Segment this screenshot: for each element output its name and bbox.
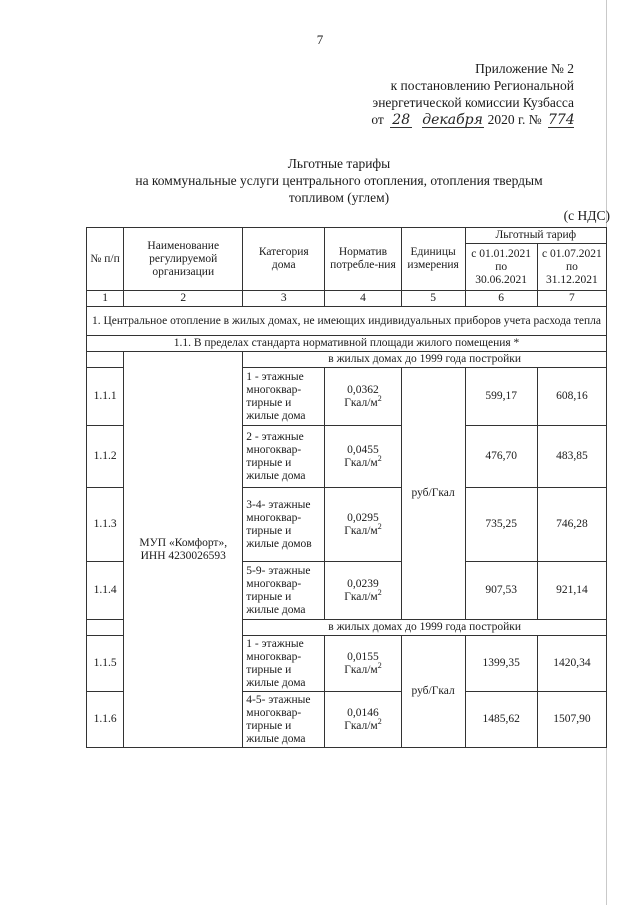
- row-number: 1.1.5: [87, 636, 124, 692]
- title-line: топливом (углем): [288, 190, 390, 205]
- empty-cell: [87, 352, 124, 368]
- row-number: 1.1.2: [87, 426, 124, 488]
- tariff-period-1: 735,25: [465, 488, 537, 562]
- tariff-period-2: 1507,90: [537, 692, 606, 748]
- house-category: 2 - этажные многоквар-тирные и жилые дома: [243, 426, 325, 488]
- column-number: 7: [537, 291, 606, 307]
- handwritten-day: 28: [390, 113, 412, 128]
- header-tariff-group: Льготный тариф: [465, 228, 606, 244]
- vat-note: (с НДС): [563, 208, 610, 223]
- row-number: 1.1.6: [87, 692, 124, 748]
- norm-cell: 0,0362 Гкал/$м^2$: [325, 368, 402, 426]
- row-number: 1.1.1: [87, 368, 124, 426]
- header-num: № п/п: [87, 228, 124, 291]
- group-heading: в жилых домах до 1999 года постройки: [243, 620, 607, 636]
- appendix-header: [371, 60, 574, 128]
- norm-cell: 0,0146 Гкал/$м^2$: [325, 692, 402, 748]
- house-category: 4-5- этажные многоквар-тирные и жилые дома: [243, 692, 325, 748]
- title-line: Льготные тарифы: [287, 156, 391, 171]
- subsection-heading: 1.1. В пределах стандарта нормативной площади жилого помещения *: [87, 336, 607, 352]
- date-year: 2020 г. №: [487, 112, 542, 127]
- norm-cell: 0,0155 Гкал/$м^2$: [325, 636, 402, 692]
- tariff-period-1: 1399,35: [465, 636, 537, 692]
- group-heading: в жилых домах до 1999 года постройки: [243, 352, 607, 368]
- norm-cell: 0,0239 Гкал/$м^2$: [325, 562, 402, 620]
- units-cell: руб/Гкал: [401, 368, 465, 620]
- tariff-period-2: 608,16: [537, 368, 606, 426]
- house-category: 3-4- этажные многоквар-тирные и жилые домов: [243, 488, 325, 562]
- tariff-period-2: 746,28: [537, 488, 606, 562]
- norm-cell: 0,0295 Гкал/$м^2$: [325, 488, 402, 562]
- tariff-period-1: 599,17: [465, 368, 537, 426]
- date-prefix: от: [371, 112, 384, 127]
- column-number: 4: [325, 291, 402, 307]
- empty-cell: [87, 620, 124, 636]
- column-number: 5: [401, 291, 465, 307]
- units-cell: руб/Гкал: [401, 636, 465, 748]
- tariff-period-2: 921,14: [537, 562, 606, 620]
- column-number: 2: [124, 291, 243, 307]
- section-heading: 1. Центральное отопление в жилых домах, не имеющих индивидуальных приборов учета расхода тепла: [87, 307, 607, 336]
- appendix-date-line: [371, 111, 574, 128]
- tariff-table: [86, 227, 607, 748]
- norm-cell: 0,0455 Гкал/$м^2$: [325, 426, 402, 488]
- column-number: 6: [465, 291, 537, 307]
- tariff-period-1: 907,53: [465, 562, 537, 620]
- header-units: Единицы измерения: [401, 228, 465, 291]
- house-category: 1 - этажные многоквар-тирные и жилые дома: [243, 636, 325, 692]
- column-number: 1: [87, 291, 124, 307]
- header-period-2: с 01.07.2021 по 31.12.2021: [537, 244, 606, 291]
- column-number-row: [87, 291, 607, 307]
- row-number: 1.1.4: [87, 562, 124, 620]
- header-category: Категория дома: [243, 228, 325, 291]
- house-category: 1 - этажные многоквар-тирные и жилые дома: [243, 368, 325, 426]
- header-norm: Норматив потребле-ния: [325, 228, 402, 291]
- appendix-line: Приложение № 2: [475, 61, 574, 76]
- appendix-line: энергетической комиссии Кузбасса: [372, 95, 574, 110]
- organization-name: МУП «Комфорт», ИНН 4230026593: [124, 352, 243, 748]
- tariff-period-1: 1485,62: [465, 692, 537, 748]
- row-number: 1.1.3: [87, 488, 124, 562]
- handwritten-doc-number: 774: [548, 112, 575, 128]
- header-organization: Наименование регулируемой организации: [124, 228, 243, 291]
- header-period-1: с 01.01.2021 по 30.06.2021: [465, 244, 537, 291]
- title-line: на коммунальные услуги центрального отопления, отопления твердым: [135, 173, 543, 188]
- tariff-period-1: 476,70: [465, 426, 537, 488]
- tariff-period-2: 483,85: [537, 426, 606, 488]
- appendix-line: к постановлению Региональной: [390, 78, 574, 93]
- house-category: 5-9- этажные многоквар-тирные и жилые дома: [243, 562, 325, 620]
- handwritten-month: декабря: [422, 112, 483, 128]
- page-number: 7: [316, 32, 324, 47]
- document-title: [60, 155, 618, 206]
- tariff-period-2: 1420,34: [537, 636, 606, 692]
- column-number: 3: [243, 291, 325, 307]
